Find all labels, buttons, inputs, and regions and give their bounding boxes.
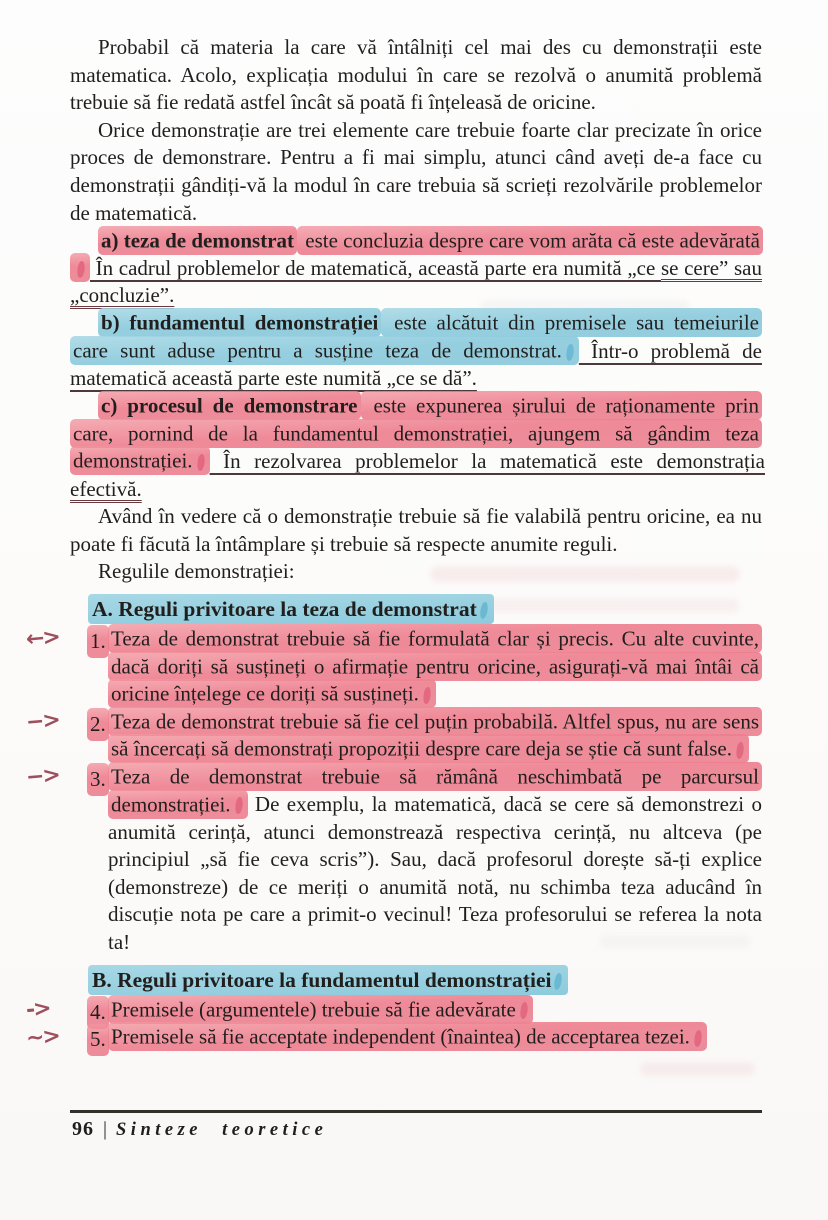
- handwritten-arrow-mark: −>: [24, 763, 60, 791]
- list-number: 3.: [87, 763, 109, 796]
- handwritten-arrow-mark: ->: [24, 996, 51, 1024]
- section-heading-b: [88, 967, 762, 995]
- text-segment: este expunerea șirului de raționamente prin care, pornind de la fundamentul demonstrației, ajungem să gândim teza demonstrației.: [70, 391, 762, 475]
- handwritten-arrow-mark: −>: [24, 707, 60, 736]
- text-segment: este alcătuit din premisele sau temeiurile care sunt aduse pentru a susține teza de demonstrat.: [70, 308, 762, 365]
- rule-item-1: [24, 625, 762, 708]
- handwritten-arrow-mark: ~>: [24, 1023, 60, 1052]
- page-number: 96: [72, 1118, 94, 1140]
- text-segment: A. Reguli privitoare la teza de demonstrat: [88, 594, 494, 624]
- text-segment: a) teza de demonstrat: [98, 226, 297, 255]
- list-number: 1.: [87, 625, 109, 658]
- paragraph-validity: [70, 503, 762, 558]
- list-number: 4.: [87, 996, 109, 1029]
- paragraph-rules-intro: [70, 558, 762, 586]
- text-segment: Teza de demonstrat trebuie să fie cel puțin probabilă. Altfel spus, nu are sens să încercați să demonstrați propoziții despre care deja se știe că sunt false.: [108, 707, 762, 764]
- text-segment: În cadrul problemelor de matematică, această parte era numită „ce: [90, 255, 661, 280]
- list-number: 5.: [87, 1024, 109, 1057]
- definition-fundamentul-demonstratiei: [70, 310, 762, 393]
- intro-paragraph-2: [70, 117, 762, 227]
- rule-item-2: [24, 707, 762, 763]
- text-segment: Regulile demonstrației:: [98, 559, 295, 584]
- intro-paragraph-1: [70, 34, 762, 117]
- text-segment: efectivă.: [70, 476, 142, 501]
- text-segment: se cere” sau „concluzie”.: [70, 255, 762, 308]
- ink-bleed-through-mark: [640, 1062, 755, 1076]
- text-segment: c) procesul de demonstrare: [98, 391, 361, 420]
- footer-section-title: Sinteze teoretice: [116, 1120, 328, 1140]
- list-number: 2.: [87, 708, 109, 741]
- section-heading-a: [88, 596, 762, 624]
- text-segment: Teza de demonstrat trebuie să rămână neschimbată pe parcursul demonstrației.: [108, 762, 762, 819]
- text-segment: Într-o problemă de matematică această parte este numită „ce se dă”.: [70, 338, 762, 391]
- definition-teza-de-demonstrat: [70, 227, 762, 310]
- text-segment: B. Reguli privitoare la fundamentul demonstrației: [88, 965, 568, 995]
- text-segment: Premisele (argumentele) trebuie să fie adevărate: [108, 995, 533, 1024]
- footer-divider: [70, 1110, 762, 1113]
- rule-item-4: [24, 996, 762, 1024]
- page-footer: [72, 1118, 327, 1141]
- rule-item-5: [24, 1023, 762, 1052]
- definition-procesul-de-demonstrare: [70, 393, 765, 503]
- footer-separator: |: [103, 1118, 108, 1140]
- text-segment: Teza de demonstrat trebuie să fie formulată clar și precis. Cu alte cuvinte, dacă doriți să susțineți o afirmație pentru oricine, asigurați-vă mai întâi că oricine înțelege ce doriți să susțineți.: [108, 624, 762, 708]
- text-segment: Având în vedere că o demonstrație trebuie să fie valabilă pentru oricine, ea nu poate fi făcută la întâmplare și trebuie să respecte anumite reguli.: [70, 504, 762, 556]
- text-segment: Premisele să fie acceptate independent (înaintea) de acceptarea tezei.: [108, 1022, 707, 1051]
- text-segment: De exemplu, la matematică, dacă se cere să demonstrezi o anumită cerință, atunci demonstrează respectiva cerință, nu altceva (pe principiul „să fie ceva scris”). Sau, dacă profesorul dorește să-ți explice (demonstreze) de ce meriți o anumită notă, nu schimba teza aducând în discuție nota pe care a primit-o vecinul! Teza profesorului se referea la nota ta!: [108, 792, 762, 954]
- text-segment: Probabil că materia la care vă întâlniți cel mai des cu demonstrații este matematica. Acolo, explicația modului în care se rezolvă o anumită problemă trebuie să fie redată astfel încât să poată fi înțeleasă de oricine.: [70, 35, 762, 115]
- text-segment: este concluzia despre care vom arăta că este adevărată: [70, 226, 763, 283]
- text-segment: Orice demonstrație are trei elemente care trebuie foarte clar precizate în orice proces de demonstrare. Pentru a fi mai simplu, atunci când aveți de-a face cu demonstrații gândiți-vă la modul în care trebuia să scrieți rezolvările problemelor de matematică.: [70, 117, 762, 225]
- text-segment: b) fundamentul demonstrației: [98, 308, 381, 337]
- page-text-column: [24, 34, 765, 1052]
- handwritten-arrow-mark: ←>: [24, 625, 60, 653]
- text-segment: În rezolvarea problemelor la matematică este demonstrația: [209, 448, 765, 473]
- rule-item-3: [24, 763, 762, 956]
